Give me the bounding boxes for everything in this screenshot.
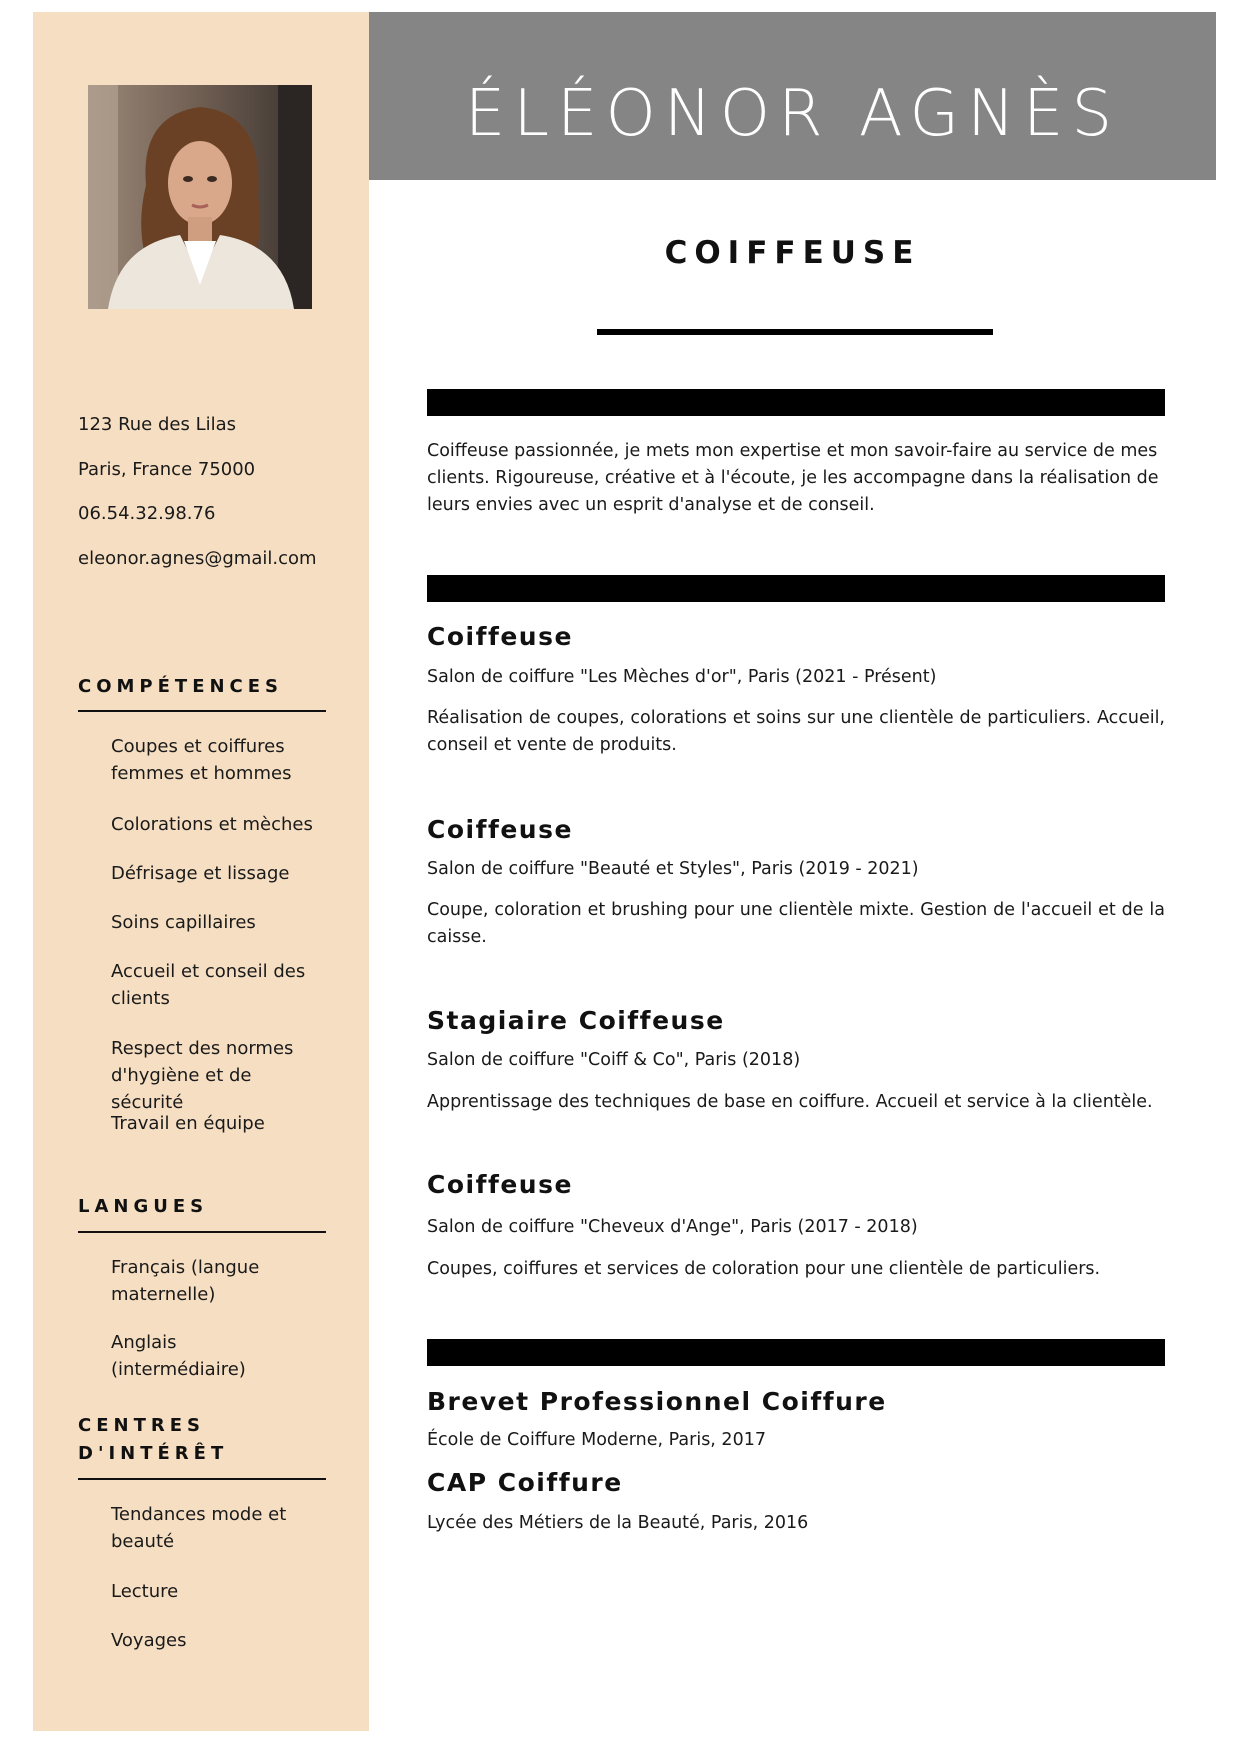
skill-item: Respect des normes d'hygiène et de sécurité [111, 1038, 294, 1113]
experience-place: Salon de coiffure "Coiff & Co", Paris (2018) [427, 1050, 801, 1070]
skill-item: Travail en équipe [111, 1113, 265, 1134]
title-divider [597, 329, 993, 335]
interests-divider [78, 1478, 326, 1480]
interests-heading-line2: D'INTÉRÊT [78, 1443, 229, 1464]
interests-heading-line1: CENTRES [78, 1415, 205, 1436]
contact-phone: 06.54.32.98.76 [78, 503, 216, 524]
experience-place: Salon de coiffure "Les Mèches d'or", Paris (2021 - Présent) [427, 667, 937, 687]
contact-address: 123 Rue des Lilas [78, 414, 237, 435]
contact-city: Paris, France 75000 [78, 459, 256, 480]
experience-title: Coiffeuse [427, 1170, 573, 1199]
candidate-name: ÉLÉONOR AGNÈS [464, 77, 1121, 151]
experience-description: Réalisation de coupes, colorations et soins sur une clientèle de particuliers. Accueil, conseil et vente de produits. [427, 708, 1165, 755]
skill-item: Accueil et conseil des clients [111, 961, 306, 1009]
interest-item: Tendances mode et beauté [111, 1504, 287, 1552]
language-item: Anglais (intermédiaire) [111, 1332, 246, 1380]
skills-divider [78, 710, 326, 712]
experience-section-bar [427, 575, 1165, 602]
profile-photo [88, 85, 312, 309]
education-title: Brevet Professionnel Coiffure [427, 1387, 887, 1416]
education-title: CAP Coiffure [427, 1468, 623, 1497]
profile-text: Coiffeuse passionnée, je mets mon expertise et mon savoir-faire au service de mes clients. Rigoureuse, créative et à l'écoute, je les accompagne dans la réalisation de leurs envies avec un esprit d'analyse et de conseil. [427, 441, 1159, 515]
experience-place: Salon de coiffure "Cheveux d'Ange", Paris (2017 - 2018) [427, 1217, 918, 1237]
profile-section-bar [427, 389, 1165, 416]
experience-title: Stagiaire Coiffeuse [427, 1006, 725, 1035]
contact-email: eleonor.agnes@gmail.com [78, 548, 317, 569]
skill-item: Coupes et coiffures femmes et hommes [111, 736, 292, 784]
interest-item: Voyages [111, 1630, 187, 1651]
experience-title: Coiffeuse [427, 622, 573, 651]
languages-divider [78, 1231, 326, 1233]
experience-description: Coupe, coloration et brushing pour une clientèle mixte. Gestion de l'accueil et de la caisse. [427, 900, 1165, 947]
education-place: École de Coiffure Moderne, Paris, 2017 [427, 1430, 766, 1450]
experience-title: Coiffeuse [427, 815, 573, 844]
language-item: Français (langue maternelle) [111, 1257, 260, 1305]
experience-description: Coupes, coiffures et services de coloration pour une clientèle de particuliers. [427, 1259, 1101, 1279]
skill-item: Soins capillaires [111, 912, 256, 933]
experience-description: Apprentissage des techniques de base en coiffure. Accueil et service à la clientèle. [427, 1092, 1153, 1112]
education-place: Lycée des Métiers de la Beauté, Paris, 2016 [427, 1513, 809, 1533]
skill-item: Colorations et mèches [111, 814, 313, 835]
portrait-image [88, 85, 312, 309]
skills-heading: COMPÉTENCES [78, 676, 284, 697]
interest-item: Lecture [111, 1581, 179, 1602]
skill-item: Défrisage et lissage [111, 863, 290, 884]
education-section-bar [427, 1339, 1165, 1366]
languages-heading: LANGUES [78, 1196, 209, 1217]
job-title: COIFFEUSE [664, 235, 921, 271]
experience-place: Salon de coiffure "Beauté et Styles", Paris (2019 - 2021) [427, 859, 919, 879]
